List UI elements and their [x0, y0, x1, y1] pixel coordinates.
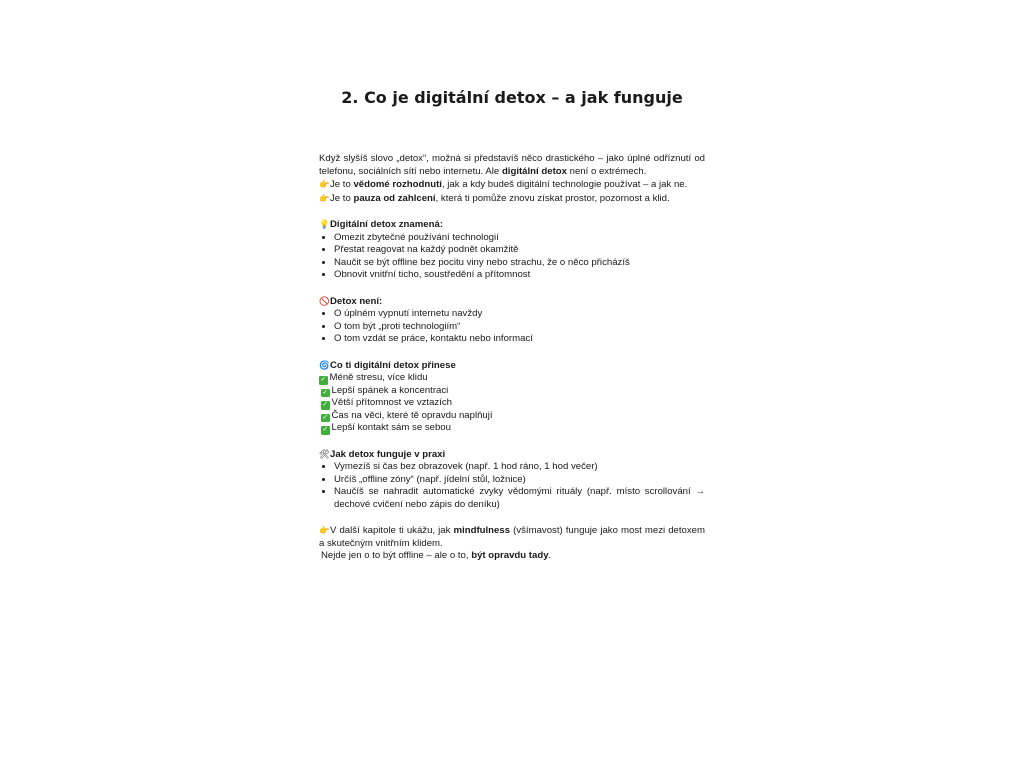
- not-list: [319, 308, 705, 346]
- pause-bold: pauza od zahlcení: [353, 192, 436, 204]
- check-mark-icon: ✓: [322, 413, 329, 421]
- outro-closing: [319, 550, 705, 563]
- benefit-text: Čas na věci, které tě opravdu naplňují: [331, 409, 493, 421]
- list-item: • Přestat reagovat na každý podnět okamžitě: [334, 244, 705, 257]
- document-body: [319, 153, 705, 563]
- decision-bold: vědomé rozhodnutí: [353, 179, 442, 191]
- benefit-text: Lepší spánek a koncentraci: [331, 384, 449, 396]
- decision-text: Je to: [330, 179, 354, 191]
- decision-text-end: , jak a kdy budeš digitální technologie používat – a jak ne.: [441, 179, 688, 191]
- practice-heading: [319, 448, 705, 462]
- practice-list: [319, 461, 705, 511]
- spiral-icon: 🌀: [319, 359, 330, 370]
- check-mark-icon: ✓: [322, 426, 329, 434]
- practice-heading-text: Jak detox funguje v praxi: [330, 448, 446, 460]
- list-item: • Obnovit vnitřní ticho, soustředění a přítomnost: [334, 269, 705, 282]
- means-heading: [319, 218, 705, 232]
- benefit-item: [319, 410, 705, 423]
- check-mark-icon: ✓: [322, 401, 329, 409]
- outro-paragraph: [319, 524, 705, 550]
- outro-bold: mindfulness: [453, 525, 511, 537]
- closing-bold: být opravdu tady: [471, 550, 549, 562]
- means-list: [319, 232, 705, 282]
- page-title: 2. Co je digitální detox – a jak funguje: [341, 88, 683, 107]
- benefit-text: Lepší kontakt sám se sebou: [331, 422, 451, 434]
- list-item: • Určíš „offline zóny“ (např. jídelní stůl, ložnice): [334, 474, 705, 487]
- not-heading-text: Detox není:: [330, 295, 383, 307]
- check-mark-icon: ✓: [322, 388, 329, 396]
- intro-paragraph: [319, 153, 705, 178]
- closing-text: Nejde jen o to být offline – ale o to,: [321, 550, 472, 562]
- intro-text-end: není o extrémech.: [566, 165, 647, 177]
- list-item: • O tom být „proti technologiím“: [334, 321, 705, 334]
- intro-line-pause: [319, 192, 705, 206]
- list-item: • O tom vzdát se práce, kontaktu nebo informací: [334, 333, 705, 346]
- list-item: • O úplném vypnutí internetu navždy: [334, 308, 705, 321]
- benefit-item: [319, 372, 705, 385]
- pointing-hand-icon: 👉: [319, 192, 330, 203]
- intro-text: Když slyšíš slovo „detox“, možná si představíš něco drastického – jako úplné odříznutí od telefonu, sociálních sítí nebo internetu. Ale: [319, 153, 705, 177]
- intro-bold: digitální detox: [501, 165, 567, 177]
- benefit-item: [319, 397, 705, 410]
- tools-icon: 🛠: [319, 448, 330, 459]
- pointing-hand-icon: 👉: [319, 525, 330, 536]
- pause-text: Je to: [330, 192, 354, 204]
- list-item: • Naučíš se nahradit automatické zvyky vědomými rituály (např. místo scrollování → dechové cvičení nebo zápis do deníku): [334, 486, 705, 511]
- list-item: • Naučit se být offline bez pocitu viny nebo strachu, že o něco přicházíš: [334, 257, 705, 270]
- pause-text-end: , která ti pomůže znovu získat prostor, pozornost a klid.: [435, 192, 670, 204]
- pointing-hand-icon: 👉: [319, 179, 330, 190]
- intro-line-decision: [319, 178, 705, 192]
- prohibited-icon: 🚫: [319, 295, 330, 306]
- not-heading: [319, 295, 705, 309]
- benefit-item: [319, 385, 705, 398]
- benefit-text: Větší přítomnost ve vztazích: [331, 397, 453, 409]
- outro-text-end: (všímavost) funguje jako most mezi detoxem a skutečným vnitřním klidem.: [319, 525, 705, 549]
- brings-heading: [319, 359, 705, 373]
- lightbulb-icon: 💡: [319, 218, 330, 229]
- closing-period: .: [548, 550, 552, 562]
- benefit-text: Méně stresu, více klidu: [329, 372, 428, 384]
- list-item: • Vymezíš si čas bez obrazovek (např. 1 hod ráno, 1 hod večer): [334, 461, 705, 474]
- check-mark-icon: ✓: [320, 376, 327, 384]
- outro-text: V další kapitole ti ukážu, jak: [330, 525, 454, 537]
- benefit-item: [319, 422, 705, 435]
- list-item: • Omezit zbytečné používání technologií: [334, 232, 705, 245]
- brings-heading-text: Co ti digitální detox přinese: [330, 359, 456, 371]
- means-heading-text: Digitální detox znamená:: [330, 218, 444, 230]
